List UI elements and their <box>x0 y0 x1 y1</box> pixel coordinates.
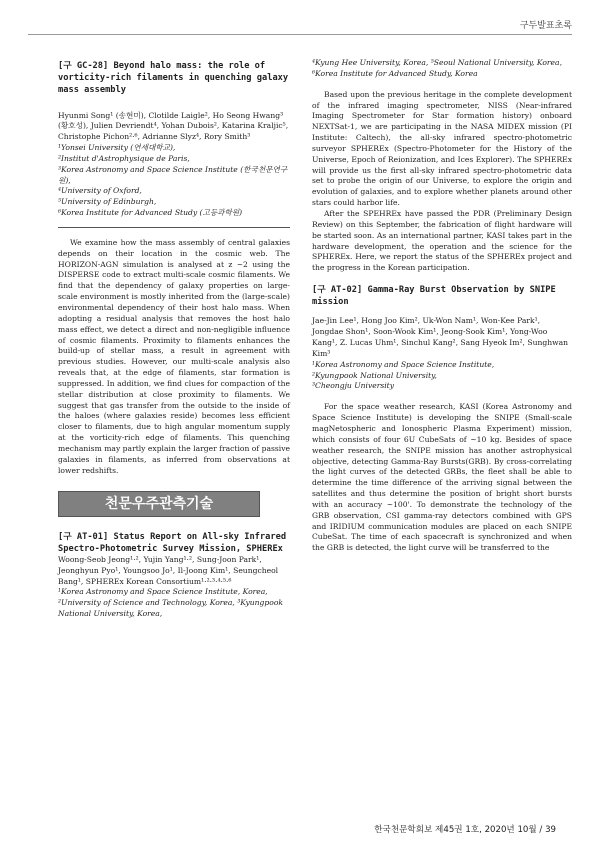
at01-title: [구 AT-01] Status Report on All-sky Infrared Spectro-Photometric Survey Mission, SPHEREx <box>58 531 287 554</box>
gc28-abstract-text: We examine how the mass assembly of central galaxies depends on their location in the cosmic web. The HORIZON-AGN simulation is analysed at z ~2 using the DISPERSE code to extract multi-scale cosmic filaments. We find that the dependency of galaxy properties on large-scale environment is mostly inherited from the (large-scale) environmental dependency of their host halo mass. When adopting a residual analysis that removes the host halo mass effect, we detect a direct and non-negligible influence of cosmic filaments. Proximity to filaments enhances the build-up of stellar mass, a result in agreement with previous studies. However, our multi-scale analysis also reveals that, at the edge of filaments, star formation is suppressed. In addition, we find clues for compaction of the stellar distribution at close proximity to filaments. We suggest that gas transfer from the outside to the inside of the haloes (where galaxies reside) becomes less efficient closer to filaments, due to high angular momentum supply at the vorticity-rich edge of filaments. This quenching mechanism may partly explain the larger fraction of passive galaxies in filaments, as inferred from observations at lower redshifts. <box>58 237 290 475</box>
at02-authors: Jae-Jin Lee¹, Hong Joo Kim², Uk-Won Nam¹, Won-Kee Park¹, Jongdae Shon¹, Soon-Wook Kim¹, Jeong-Sook Kim¹, Yong-Woo Kang¹, Z. Lucas Uhm¹, Sinchul Kang², Sang Hyeok Im², Sunghwan Kim³ <box>312 316 569 358</box>
spacer <box>312 392 572 402</box>
at01-affiliations-end: ⁴Kyung Hee University, Korea, ⁵Seoul National University, Korea, ⁶Korea Institute for Advanced Study, Korea <box>312 58 562 78</box>
gc28-affiliation: ⁴University of Oxford, <box>58 186 142 196</box>
at01-paragraph <box>312 90 572 209</box>
section-banner: 천문우주관측기술 <box>58 491 260 517</box>
page-footer: 한국천문학회보 제45권 1호, 2020년 10월 / 39 <box>374 825 556 835</box>
running-header: 구두발표초록 <box>519 21 572 31</box>
gc28-affiliation: ²Institut d'Astrophysique de Paris, <box>58 153 190 163</box>
at02-abstract <box>312 402 572 554</box>
at01-paragraph-text: After the SPEHREx have passed the PDR (Preliminary Design Review) on this September, the fabrication of flight hardware will be started soon. As an international partner, KASI takes part in the hardware development, the operation and the science for the SPHEREx. Here, we report the status of the SPHEREx project and the progress in the Korean participation. <box>312 208 572 273</box>
at01-paragraph <box>312 209 572 274</box>
gc28-abstract <box>58 238 290 477</box>
gc28-affiliation: ³Korea Astronomy and Space Science Institute (한국천문연구원), <box>58 164 288 185</box>
gc28-authors: Hyunmi Song¹ (송현미), Clotilde Laigle², Ho Seong Hwang³ (황호성), Julien Devriendt⁴, Yohan Dubois², Katarina Kraljic⁵, Christophe Pichon²·⁶, Adrianne Slyz⁴, Rory Smith³ <box>58 110 289 142</box>
gc28-affiliation: ¹Yonsei University (연세대학교), <box>58 143 176 153</box>
at01-affiliations: ¹Korea Astronomy and Space Science Institute, Korea, ²University of Science and Technology, Korea, ³Kyungpook National University, Korea, <box>58 587 284 619</box>
at01-authors: Woong-Seob Jeong¹·², Yujin Yang¹·², Sung-Joon Park¹, Jeonghyun Pyo¹, Youngsoo Jo¹, Il-Joong Kim¹, Seungcheol Bang¹, SPHEREx Korean Consortium¹·²·³·⁴·⁵·⁶ <box>58 554 279 586</box>
spacer <box>312 274 572 284</box>
left-column <box>58 60 290 620</box>
at02-abstract-text: For the space weather research, KASI (Korea Astronomy and Space Science Institute) is developing the SNIPE (Small-scale magNetospheric and Ionospheric Plasma Experiment) mission, which consists of four 6U CubeSats of ~10 kg. Besides of space weather research, the SNIPE mission has another astrophysical objective, detecting Gamma-Ray Bursts(GRB). By cross-correlating the light curves of the detected GRBs, the fleet shall be able to determine the time difference of the arriving signal between the satellites and thus determine the position of bright short bursts with an accuracy ~100'. To demonstrate the technology of the GRB observation, CSI gamma-ray detectors combined with GPS and IRIDIUM communication modules are placed on each SNIPE CubeSat. The time of each spacecraft is synchronized and when the GRB is detected, the light curve will be transferred to the <box>312 402 572 553</box>
at02-title: [구 AT-02] Gamma-Ray Burst Observation by SNIPE mission <box>312 285 556 308</box>
gc28-affiliation: ⁶Korea Institute for Advanced Study (고등과학원) <box>58 208 243 218</box>
right-column <box>312 60 572 554</box>
at02-affiliation: ²Kyungpook National University, <box>312 370 437 380</box>
at02-affiliation: ¹Korea Astronomy and Space Science Institute, <box>312 359 495 369</box>
gc28-title: [구 GC-28] Beyond halo mass: the role of vorticity-rich filaments in quenching galaxy mass assembly <box>58 61 289 96</box>
header-rule <box>28 34 572 35</box>
divider <box>58 227 290 228</box>
gc28-affiliation: ⁵University of Edinburgh, <box>58 197 157 207</box>
at02-affiliation: ³Cheongju University <box>312 381 395 391</box>
at01-paragraph-text: Based upon the previous heritage in the complete development of the infrared imaging spectrometer, NISS (Near-infrared Imaging Spectrometer for Star formation history) onboard NEXTSat-1, we are participating in the NASA MIDEX mission (PI Institute: Caltech), the all-sky infrared spectro-photometric surveyor SPHEREx (Spectro-Photometer for the History of the Universe, Epoch of Reionization, and Ices Explorer). The SPHEREx will provide us the first all-sky infrared spectro-photometric data set to probe the origin of our Universe, to explore the origin and evolution of galaxies, and to explore whether planets around other stars could harbor life. <box>312 89 572 208</box>
spacer <box>312 80 572 90</box>
